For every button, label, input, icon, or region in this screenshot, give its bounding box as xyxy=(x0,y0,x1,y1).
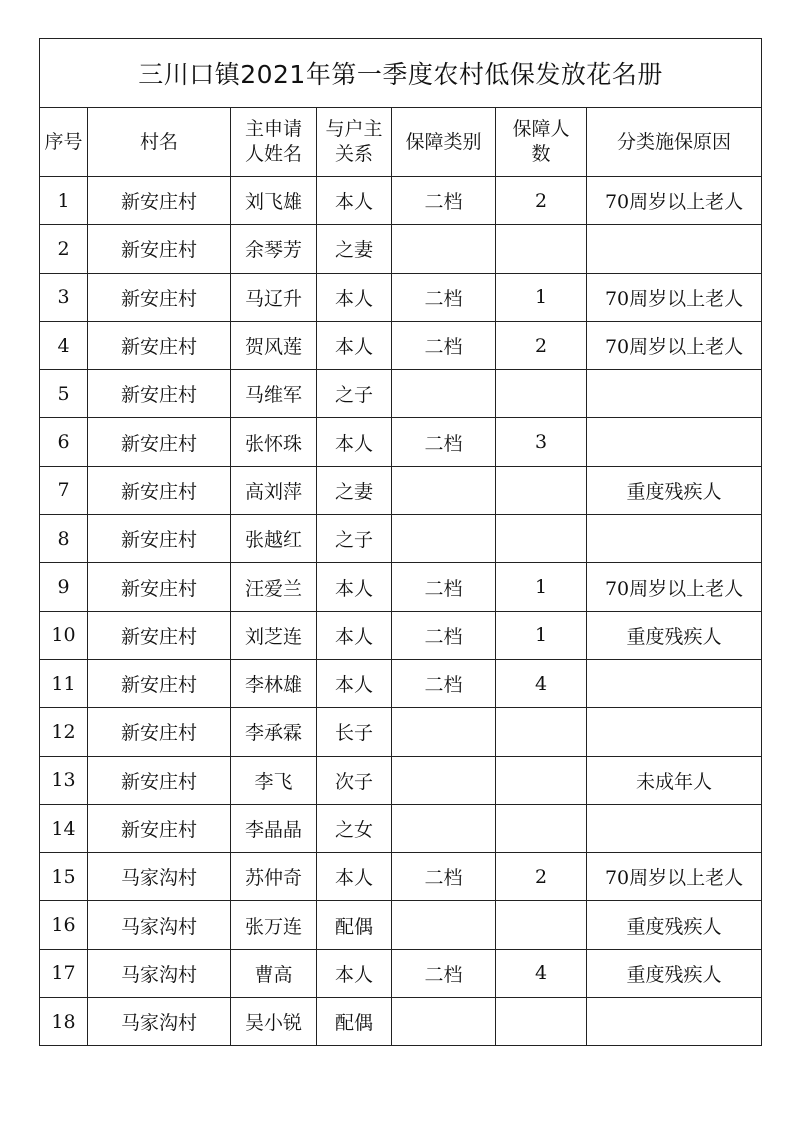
reason-cell xyxy=(587,804,762,852)
relation-cell: 长子 xyxy=(317,708,392,756)
village-cell: 新安庄村 xyxy=(88,515,231,563)
header-count: 保障人数 xyxy=(496,108,587,177)
row-number: 13 xyxy=(40,756,88,804)
category-cell: 二档 xyxy=(392,177,496,225)
reason-cell: 重度残疾人 xyxy=(587,901,762,949)
applicant-name-cell: 吴小锐 xyxy=(231,998,317,1046)
relation-cell: 本人 xyxy=(317,949,392,997)
header-relation: 与户主关系 xyxy=(317,108,392,177)
count-cell: 2 xyxy=(496,853,587,901)
roster-table xyxy=(39,38,762,1046)
reason-cell xyxy=(587,659,762,707)
reason-cell xyxy=(587,515,762,563)
reason-cell: 未成年人 xyxy=(587,756,762,804)
count-cell: 1 xyxy=(496,273,587,321)
count-cell xyxy=(496,804,587,852)
village-cell: 新安庄村 xyxy=(88,756,231,804)
applicant-name-cell: 刘芝连 xyxy=(231,611,317,659)
applicant-name-cell: 汪爱兰 xyxy=(231,563,317,611)
relation-cell: 本人 xyxy=(317,853,392,901)
applicant-name-cell: 刘飞雄 xyxy=(231,177,317,225)
row-number: 3 xyxy=(40,273,88,321)
applicant-name-cell: 张万连 xyxy=(231,901,317,949)
reason-cell xyxy=(587,225,762,273)
header-reason: 分类施保原因 xyxy=(587,108,762,177)
category-cell xyxy=(392,804,496,852)
relation-cell: 本人 xyxy=(317,273,392,321)
reason-cell: 70周岁以上老人 xyxy=(587,321,762,369)
village-cell: 马家沟村 xyxy=(88,901,231,949)
row-number: 17 xyxy=(40,949,88,997)
count-cell: 4 xyxy=(496,949,587,997)
table-row xyxy=(40,998,762,1046)
applicant-name-cell: 李晶晶 xyxy=(231,804,317,852)
village-cell: 马家沟村 xyxy=(88,853,231,901)
relation-cell: 次子 xyxy=(317,756,392,804)
roster-sheet xyxy=(39,38,761,1046)
category-cell xyxy=(392,901,496,949)
row-number: 8 xyxy=(40,515,88,563)
category-cell xyxy=(392,998,496,1046)
category-cell xyxy=(392,225,496,273)
reason-cell xyxy=(587,370,762,418)
relation-cell: 之女 xyxy=(317,804,392,852)
table-row xyxy=(40,563,762,611)
row-number: 1 xyxy=(40,177,88,225)
category-cell: 二档 xyxy=(392,273,496,321)
relation-cell: 配偶 xyxy=(317,901,392,949)
table-row xyxy=(40,177,762,225)
row-number: 10 xyxy=(40,611,88,659)
row-number: 14 xyxy=(40,804,88,852)
header-no: 序号 xyxy=(40,108,88,177)
category-cell xyxy=(392,515,496,563)
reason-cell xyxy=(587,708,762,756)
relation-cell: 本人 xyxy=(317,177,392,225)
count-cell xyxy=(496,708,587,756)
count-cell: 3 xyxy=(496,418,587,466)
table-row xyxy=(40,321,762,369)
category-cell xyxy=(392,466,496,514)
category-cell: 二档 xyxy=(392,659,496,707)
count-cell: 1 xyxy=(496,563,587,611)
reason-cell xyxy=(587,418,762,466)
applicant-name-cell: 高刘萍 xyxy=(231,466,317,514)
reason-cell: 重度残疾人 xyxy=(587,611,762,659)
count-cell: 2 xyxy=(496,321,587,369)
village-cell: 新安庄村 xyxy=(88,659,231,707)
reason-cell: 70周岁以上老人 xyxy=(587,563,762,611)
village-cell: 新安庄村 xyxy=(88,273,231,321)
village-cell: 新安庄村 xyxy=(88,804,231,852)
reason-cell: 重度残疾人 xyxy=(587,466,762,514)
relation-cell: 本人 xyxy=(317,611,392,659)
applicant-name-cell: 贺风莲 xyxy=(231,321,317,369)
count-cell: 4 xyxy=(496,659,587,707)
village-cell: 新安庄村 xyxy=(88,370,231,418)
category-cell: 二档 xyxy=(392,949,496,997)
village-cell: 新安庄村 xyxy=(88,708,231,756)
village-cell: 新安庄村 xyxy=(88,563,231,611)
row-number: 7 xyxy=(40,466,88,514)
row-number: 18 xyxy=(40,998,88,1046)
category-cell: 二档 xyxy=(392,563,496,611)
row-number: 15 xyxy=(40,853,88,901)
count-cell xyxy=(496,998,587,1046)
applicant-name-cell: 马辽升 xyxy=(231,273,317,321)
applicant-name-cell: 李飞 xyxy=(231,756,317,804)
table-row xyxy=(40,418,762,466)
category-cell: 二档 xyxy=(392,321,496,369)
reason-cell: 重度残疾人 xyxy=(587,949,762,997)
count-cell xyxy=(496,756,587,804)
table-row xyxy=(40,756,762,804)
village-cell: 新安庄村 xyxy=(88,225,231,273)
relation-cell: 本人 xyxy=(317,563,392,611)
applicant-name-cell: 马维军 xyxy=(231,370,317,418)
count-cell xyxy=(496,901,587,949)
table-row xyxy=(40,804,762,852)
relation-cell: 之子 xyxy=(317,370,392,418)
count-cell xyxy=(496,225,587,273)
category-cell: 二档 xyxy=(392,611,496,659)
count-cell xyxy=(496,370,587,418)
row-number: 12 xyxy=(40,708,88,756)
relation-cell: 之妻 xyxy=(317,225,392,273)
category-cell: 二档 xyxy=(392,853,496,901)
village-cell: 马家沟村 xyxy=(88,949,231,997)
reason-cell: 70周岁以上老人 xyxy=(587,273,762,321)
table-row xyxy=(40,466,762,514)
village-cell: 新安庄村 xyxy=(88,466,231,514)
relation-cell: 之妻 xyxy=(317,466,392,514)
applicant-name-cell: 苏仲奇 xyxy=(231,853,317,901)
village-cell: 新安庄村 xyxy=(88,321,231,369)
relation-cell: 之子 xyxy=(317,515,392,563)
village-cell: 新安庄村 xyxy=(88,611,231,659)
applicant-name-cell: 张越红 xyxy=(231,515,317,563)
category-cell xyxy=(392,756,496,804)
village-cell: 新安庄村 xyxy=(88,418,231,466)
table-row xyxy=(40,515,762,563)
header-row xyxy=(40,108,762,177)
row-number: 5 xyxy=(40,370,88,418)
table-row xyxy=(40,370,762,418)
header-type: 保障类别 xyxy=(392,108,496,177)
category-cell xyxy=(392,708,496,756)
village-cell: 新安庄村 xyxy=(88,177,231,225)
table-row xyxy=(40,901,762,949)
relation-cell: 本人 xyxy=(317,418,392,466)
count-cell xyxy=(496,515,587,563)
count-cell: 1 xyxy=(496,611,587,659)
relation-cell: 本人 xyxy=(317,659,392,707)
applicant-name-cell: 李承霖 xyxy=(231,708,317,756)
document-title: 三川口镇2021年第一季度农村低保发放花名册 xyxy=(40,39,762,108)
applicant-name-cell: 曹高 xyxy=(231,949,317,997)
row-number: 16 xyxy=(40,901,88,949)
table-row xyxy=(40,853,762,901)
table-row xyxy=(40,225,762,273)
relation-cell: 配偶 xyxy=(317,998,392,1046)
table-row xyxy=(40,273,762,321)
reason-cell xyxy=(587,998,762,1046)
category-cell: 二档 xyxy=(392,418,496,466)
row-number: 11 xyxy=(40,659,88,707)
table-row xyxy=(40,611,762,659)
reason-cell: 70周岁以上老人 xyxy=(587,177,762,225)
applicant-name-cell: 李林雄 xyxy=(231,659,317,707)
table-row xyxy=(40,659,762,707)
table-row xyxy=(40,949,762,997)
applicant-name-cell: 张怀珠 xyxy=(231,418,317,466)
relation-cell: 本人 xyxy=(317,321,392,369)
row-number: 4 xyxy=(40,321,88,369)
row-number: 2 xyxy=(40,225,88,273)
header-village: 村名 xyxy=(88,108,231,177)
row-number: 6 xyxy=(40,418,88,466)
category-cell xyxy=(392,370,496,418)
header-name: 主申请人姓名 xyxy=(231,108,317,177)
row-number: 9 xyxy=(40,563,88,611)
applicant-name-cell: 余琴芳 xyxy=(231,225,317,273)
table-row xyxy=(40,708,762,756)
count-cell: 2 xyxy=(496,177,587,225)
village-cell: 马家沟村 xyxy=(88,998,231,1046)
count-cell xyxy=(496,466,587,514)
reason-cell: 70周岁以上老人 xyxy=(587,853,762,901)
